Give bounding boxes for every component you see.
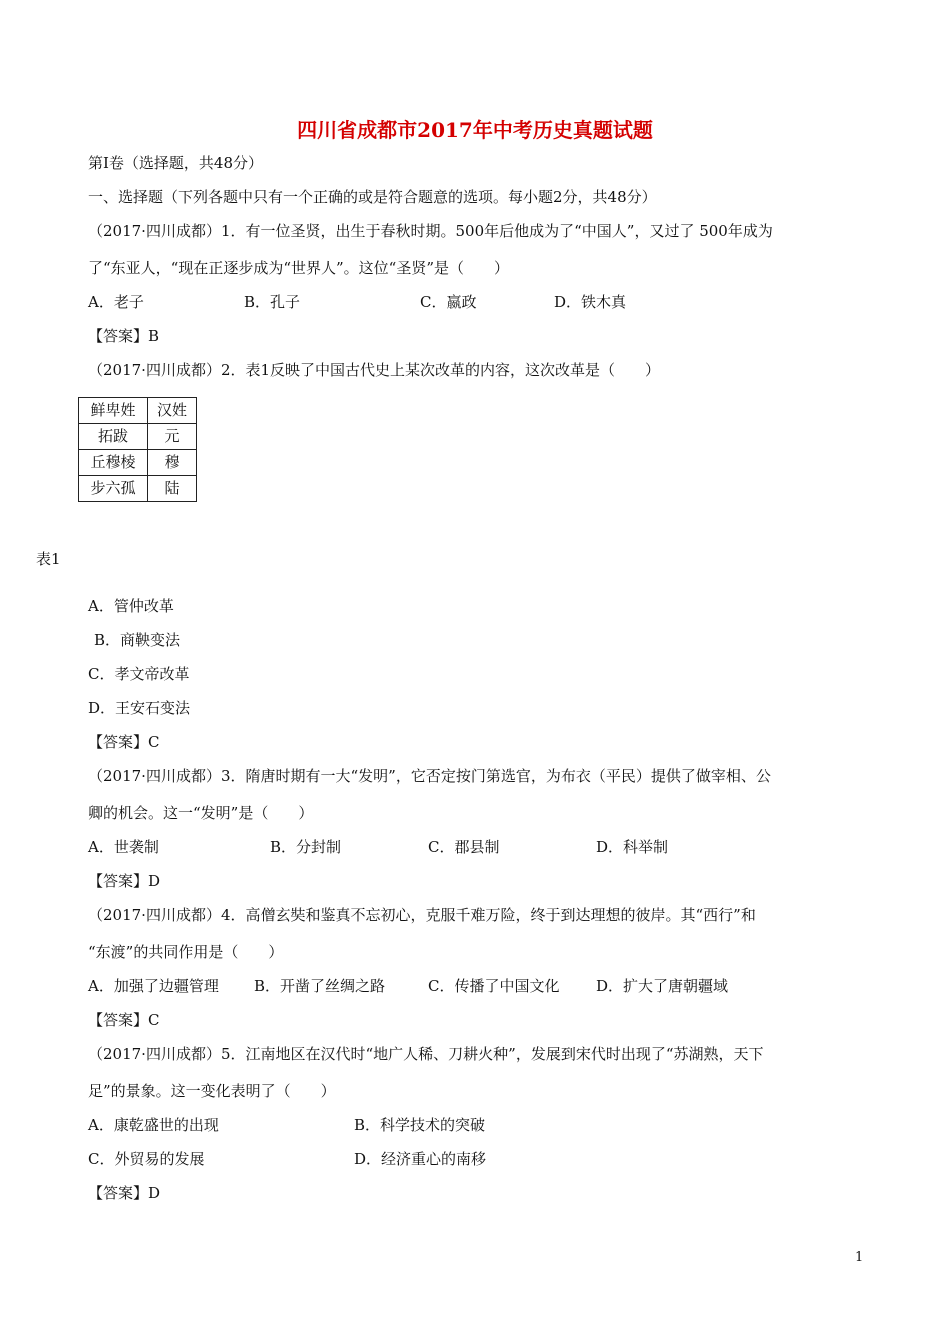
question-5-answer: 【答案】D (88, 1184, 161, 1202)
choice-a: A．老子 (88, 293, 144, 311)
question-3-choices (88, 837, 868, 857)
choice-c: C．传播了中国文化 (428, 977, 560, 995)
surname-table (78, 397, 197, 502)
instruction-text: 一、选择题（下列各题中只有一个正确的或是符合题意的选项。每小题2分，共48分） (88, 188, 657, 206)
question-2-choice-d: D．王安石变法 (88, 699, 191, 717)
question-1-choices (88, 292, 868, 312)
question-1-text-line-1: （2017·四川成都）1．有一位圣贤，出生于春秋时期。500年后他成为了“中国人”，又过了 500年成为 (88, 222, 773, 240)
question-5-choices-row-1 (88, 1115, 868, 1135)
page-number: 1 (855, 1250, 864, 1265)
question-4-answer: 【答案】C (88, 1011, 160, 1029)
table-row (79, 450, 197, 476)
question-3-text-line-1: （2017·四川成都）3．隋唐时期有一大“发明”，它否定按门第选官，为布衣（平民）提供了做宰相、公 (88, 767, 771, 785)
question-4-text-line-1: （2017·四川成都）4．高僧玄奘和鉴真不忘初心，克服千难万险，终于到达理想的彼岸。其“西行”和 (88, 906, 756, 924)
table-row (79, 424, 197, 450)
table-header-cell: 汉姓 (148, 398, 197, 424)
choice-a: A．加强了边疆管理 (88, 977, 219, 995)
choice-b: B．孔子 (244, 293, 301, 311)
question-5-text-line-1: （2017·四川成都）5．江南地区在汉代时“地广人稀、刀耕火种”，发展到宋代时出现了“苏湖熟，天下 (88, 1045, 764, 1063)
table-cell: 元 (148, 424, 197, 450)
question-4-choices (88, 976, 868, 996)
question-2-text-line-1: （2017·四川成都）2．表1反映了中国古代史上某次改革的内容，这次改革是（ ） (88, 361, 661, 379)
choice-d: D．科举制 (596, 838, 669, 856)
choice-b: B．分封制 (270, 838, 342, 856)
table-cell: 拓跋 (79, 424, 148, 450)
table-cell: 步六孤 (79, 476, 148, 502)
table-cell: 丘穆棱 (79, 450, 148, 476)
choice-a: A．康乾盛世的出现 (88, 1116, 219, 1134)
question-2-answer: 【答案】C (88, 733, 160, 751)
choice-d: D．经济重心的南移 (354, 1150, 487, 1168)
page-title: 四川省成都市2017年中考历史真题试题 (297, 118, 653, 142)
question-2-choice-c: C．孝文帝改革 (88, 665, 190, 683)
choice-c: C．嬴政 (420, 293, 477, 311)
choice-c: C．郡县制 (428, 838, 500, 856)
choice-d: D．铁木真 (554, 293, 627, 311)
table-header-row (79, 398, 197, 424)
section-heading: 第Ⅰ卷（选择题，共48分） (88, 154, 264, 172)
table-header-cell: 鲜卑姓 (79, 398, 148, 424)
question-2-choice-b: B．商鞅变法 (94, 631, 181, 649)
question-3-answer: 【答案】D (88, 872, 161, 890)
question-1-text-line-2: 了“东亚人，“现在正逐步成为“世界人”。这位“圣贤”是（ ） (88, 259, 510, 277)
table-row (79, 476, 197, 502)
choice-b: B．开凿了丝绸之路 (254, 977, 386, 995)
question-5-text-line-2: 足”的景象。这一变化表明了（ ） (88, 1082, 336, 1100)
table-cell: 穆 (148, 450, 197, 476)
table-cell: 陆 (148, 476, 197, 502)
question-3-text-line-2: 卿的机会。这一“发明”是（ ） (88, 804, 314, 822)
choice-d: D．扩大了唐朝疆域 (596, 977, 729, 995)
question-4-text-line-2: “东渡”的共同作用是（ ） (88, 943, 284, 961)
choice-a: A．世袭制 (88, 838, 159, 856)
question-5-choices-row-2 (88, 1149, 868, 1169)
choice-b: B．科学技术的突破 (354, 1116, 486, 1134)
table-caption: 表1 (36, 550, 61, 568)
question-2-choice-a: A．管仲改革 (88, 597, 174, 615)
choice-c: C．外贸易的发展 (88, 1150, 205, 1168)
question-1-answer: 【答案】B (88, 327, 160, 345)
